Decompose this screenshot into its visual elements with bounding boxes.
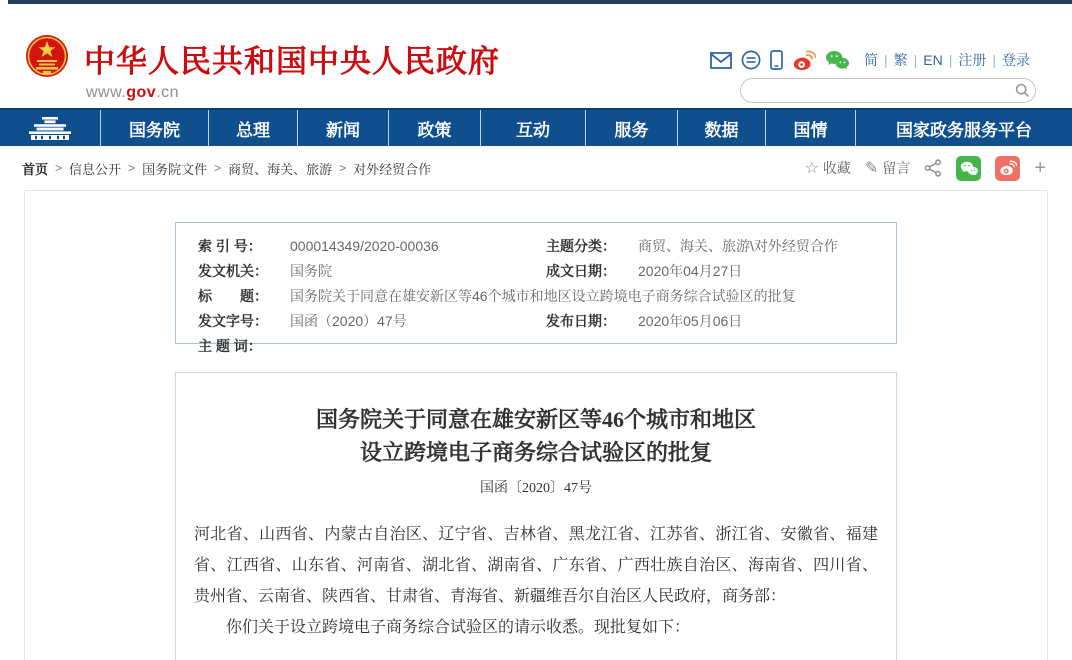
breadcrumb-separator: >	[339, 161, 347, 175]
meta-index-label: 索 引 号：	[198, 238, 262, 254]
nav-item-news[interactable]: 新闻	[297, 110, 388, 146]
language-login-links	[862, 50, 1032, 70]
nav-item-data[interactable]: 数据	[677, 110, 765, 146]
site-url-suffix: .cn	[156, 84, 180, 101]
share-icon[interactable]	[924, 159, 942, 177]
main-navigation	[0, 108, 1072, 146]
home-building-icon	[25, 115, 75, 141]
weibo-share-icon	[999, 160, 1017, 176]
breadcrumb-item-state-council-docs[interactable]: 国务院文件	[142, 161, 208, 177]
weibo-icon[interactable]	[792, 50, 816, 71]
breadcrumb	[22, 146, 431, 190]
document-title-line2: 设立跨境电子商务综合试验区的批复	[359, 440, 712, 465]
meta-date-pub-label: 发布日期：	[546, 313, 616, 329]
meta-doc-no-value: 国函（2020）47号	[290, 313, 407, 329]
meta-agency-value: 国务院	[290, 263, 332, 279]
national-emblem-logo[interactable]	[24, 30, 70, 84]
page-tools	[805, 146, 1046, 190]
document-paragraph-intro: 你们关于设立跨境电子商务综合试验区的请示收悉。现批复如下：	[226, 619, 691, 636]
document-title-line1: 国务院关于同意在雄安新区等46个城市和地区	[315, 407, 756, 432]
nav-item-interaction[interactable]: 互动	[480, 110, 585, 146]
lang-simplified-link[interactable]: 简	[863, 52, 878, 68]
favorite-button[interactable]	[805, 158, 851, 178]
more-share-button[interactable]: +	[1034, 157, 1046, 179]
breadcrumb-separator: >	[55, 161, 63, 175]
comment-button[interactable]	[865, 158, 910, 178]
document-title	[194, 403, 878, 469]
pencil-icon: ✎	[864, 160, 879, 177]
document-meta-box	[175, 222, 897, 354]
content-panel	[24, 190, 1048, 660]
divider: |	[948, 52, 953, 68]
meta-topic-label: 主题分类：	[546, 238, 616, 254]
site-header	[0, 4, 1072, 108]
breadcrumb-item-foreign-trade[interactable]: 对外经贸合作	[353, 161, 432, 177]
nav-item-services[interactable]: 服务	[585, 110, 677, 146]
nav-item-state-council[interactable]: 国务院	[100, 110, 208, 146]
document-paragraph-addressees: 河北省、山西省、内蒙古自治区、辽宁省、吉林省、黑龙江省、江苏省、浙江省、安徽省、福建省、江西省、山东省、河南省、湖北省、湖南省、广东省、广西壮族自治区、海南省、四川省、贵州省、云南省、陕西省、甘肃省、青海省、新疆维吾尔自治区人民政府，商务部：	[194, 526, 878, 605]
wechat-share-icon	[960, 161, 978, 176]
meta-date-pub-value: 2020年05月06日	[638, 313, 743, 329]
site-title: 中华人民共和国中央人民政府	[84, 44, 500, 79]
search-button[interactable]	[1009, 80, 1035, 102]
divider: |	[913, 52, 918, 68]
login-link[interactable]: 登录	[1002, 52, 1030, 68]
breadcrumb-separator: >	[128, 161, 136, 175]
search-input[interactable]	[741, 82, 1009, 100]
meta-date-written-label: 成文日期：	[546, 263, 616, 279]
document-number: 国函〔2020〕47号	[480, 481, 592, 496]
meta-index-value: 000014349/2020-00036	[290, 238, 439, 254]
divider: |	[992, 52, 996, 68]
breadcrumb-separator: >	[214, 161, 222, 175]
share-weibo-button[interactable]	[995, 156, 1020, 181]
meta-topic-value: 商贸、海关、旅游\对外经贸合作	[638, 238, 838, 254]
lang-english-link[interactable]: EN	[923, 52, 943, 68]
header-quick-links	[710, 48, 1032, 72]
lang-traditional-link[interactable]: 繁	[893, 52, 908, 68]
search-icon	[1015, 83, 1030, 98]
document-body	[194, 519, 878, 643]
star-icon: ☆	[804, 160, 819, 177]
meta-keywords-value	[290, 334, 886, 359]
breadcrumb-item-info-disclosure[interactable]: 信息公开	[69, 161, 122, 177]
mobile-icon[interactable]	[770, 50, 783, 70]
nav-home[interactable]	[0, 110, 100, 146]
site-url-domain: gov	[126, 84, 157, 101]
mail-icon[interactable]	[710, 52, 732, 69]
site-url	[86, 84, 179, 102]
nav-item-gov-service-platform[interactable]: 国家政务服务平台	[855, 110, 1072, 146]
wechat-icon[interactable]	[825, 50, 849, 70]
nav-item-premier[interactable]: 总理	[208, 110, 297, 146]
meta-keywords-label: 主 题 词：	[198, 338, 262, 354]
site-search	[740, 78, 1036, 103]
site-url-prefix: www.	[86, 84, 127, 101]
document-box	[175, 372, 897, 660]
breadcrumb-item-trade-customs-tourism[interactable]: 商贸、海关、旅游	[228, 161, 333, 177]
divider: |	[883, 52, 888, 68]
register-link[interactable]: 注册	[958, 52, 987, 68]
favorite-label: 收藏	[822, 160, 851, 176]
comment-label: 留言	[882, 160, 911, 176]
meta-date-written-value: 2020年04月27日	[638, 263, 743, 279]
meta-agency-label: 发文机关：	[198, 263, 268, 279]
subscription-icon[interactable]	[741, 50, 761, 70]
document-meta-grid	[176, 223, 896, 359]
share-wechat-button[interactable]	[956, 156, 981, 181]
nav-item-policy[interactable]: 政策	[388, 110, 480, 146]
breadcrumb-home[interactable]: 首页	[22, 161, 49, 177]
meta-title-label: 标 题：	[198, 288, 268, 304]
nav-item-national-conditions[interactable]: 国情	[765, 110, 855, 146]
meta-title-value: 国务院关于同意在雄安新区等46个城市和地区设立跨境电子商务综合试验区的批复	[290, 288, 796, 304]
breadcrumb-bar	[0, 146, 1072, 190]
meta-doc-no-label: 发文字号：	[198, 313, 268, 329]
